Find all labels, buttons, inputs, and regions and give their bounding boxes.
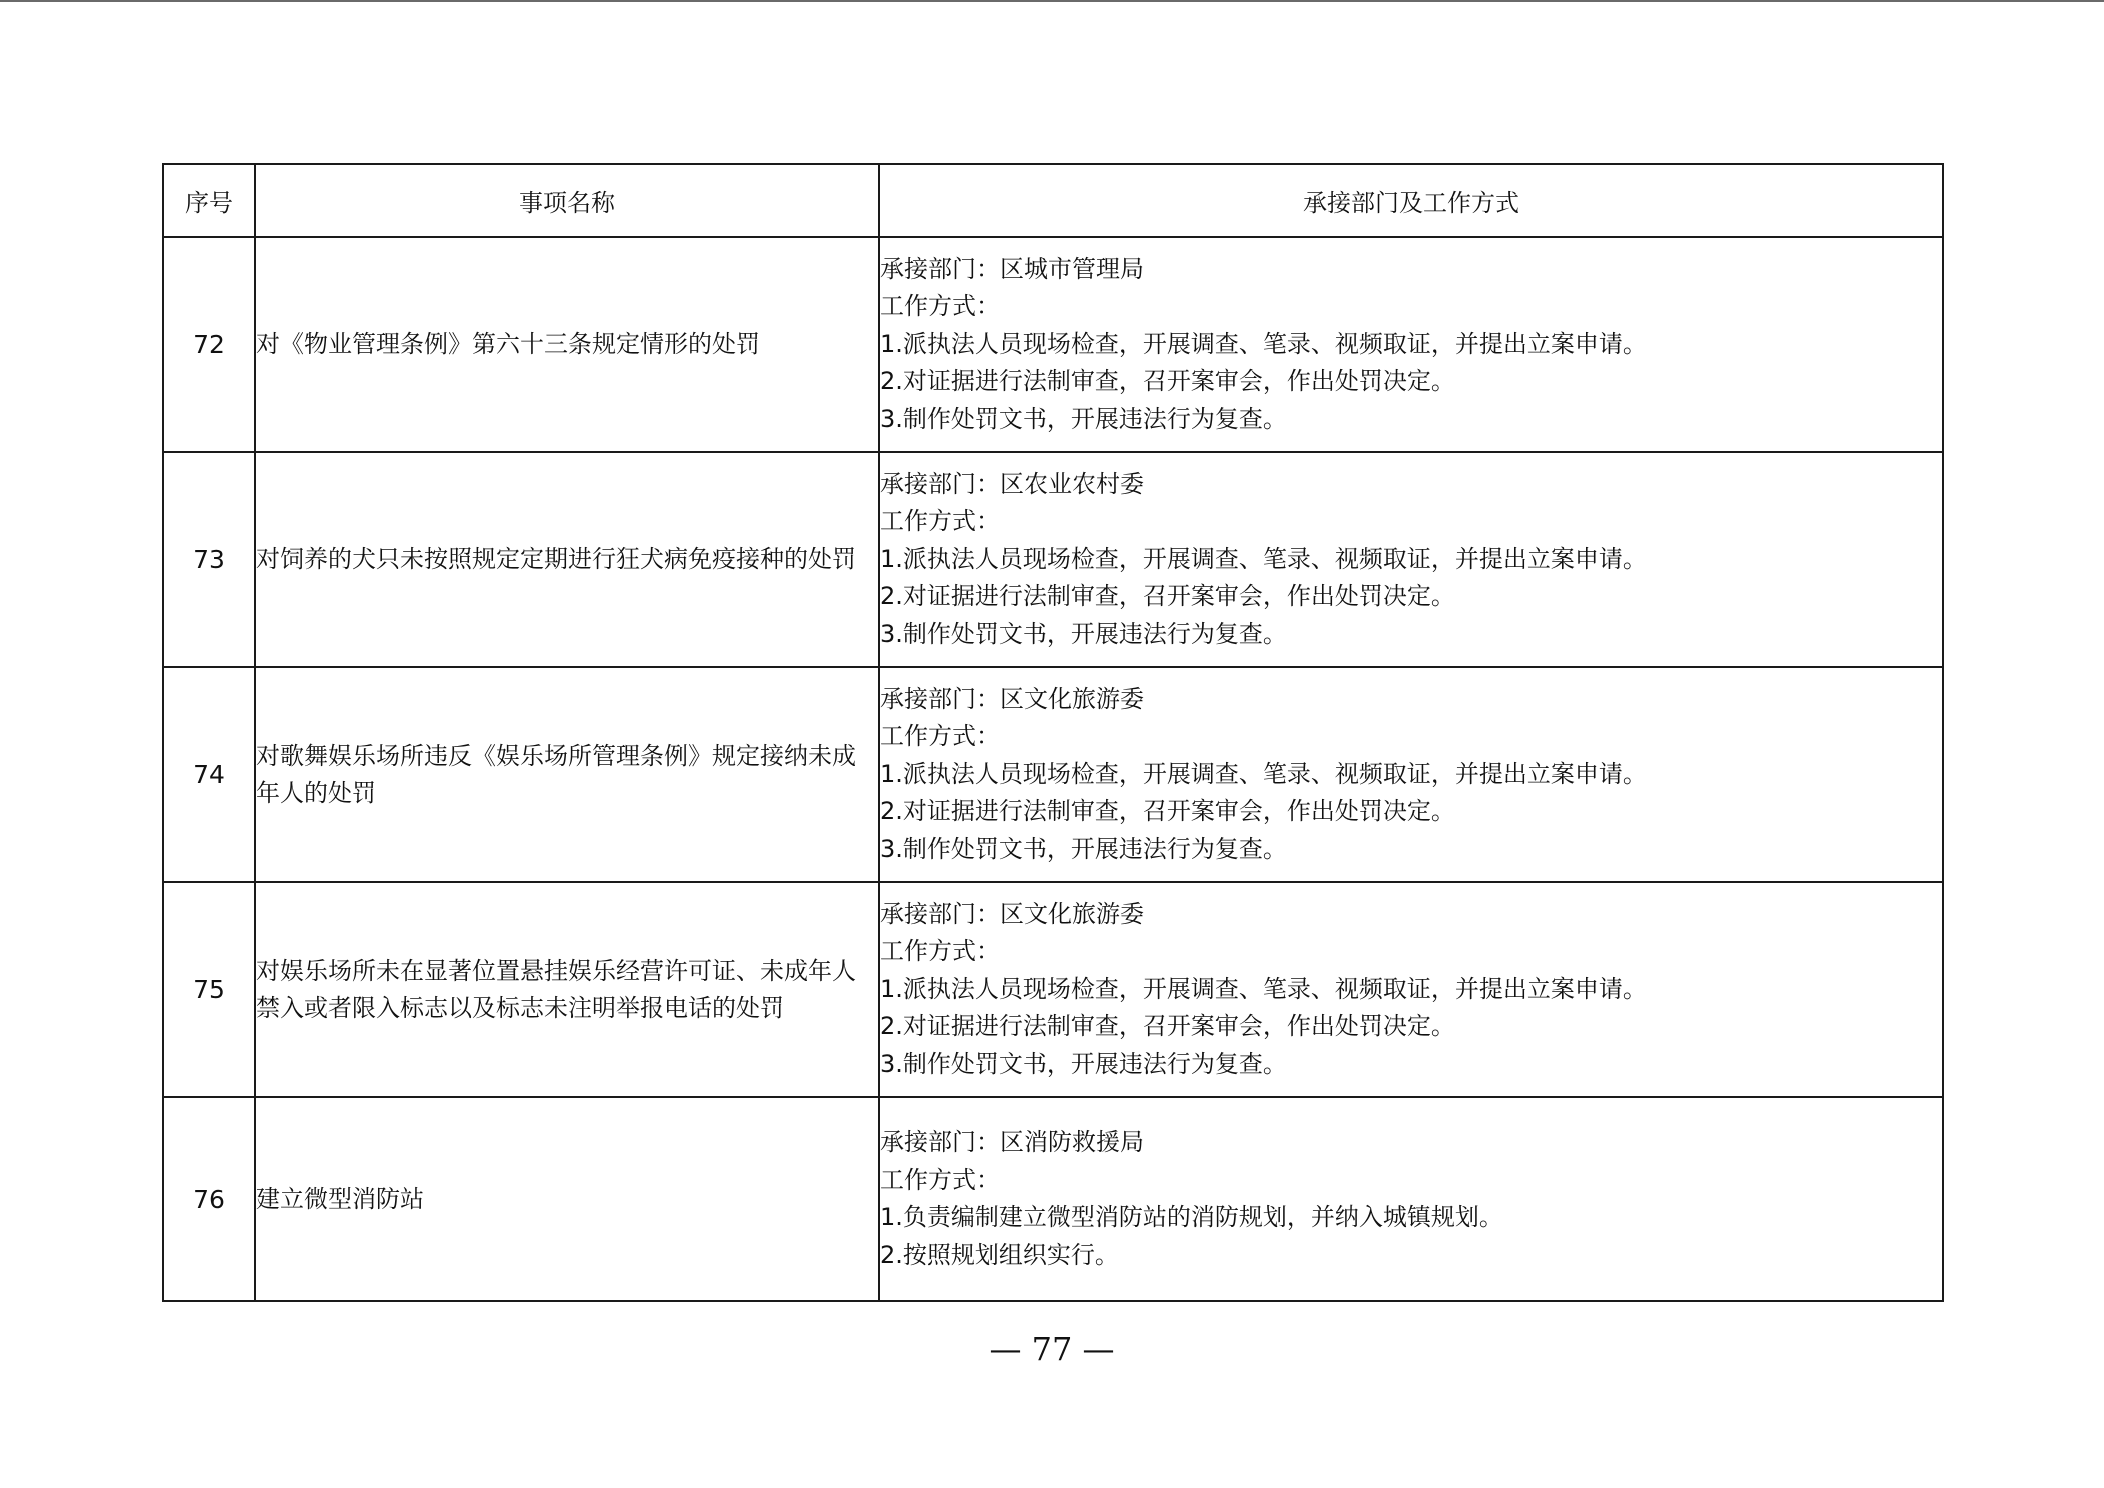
method-step: 3.制作处罚文书，开展违法行为复查。	[880, 404, 1287, 433]
row-number: 72	[163, 237, 255, 452]
item-name: 对歌舞娱乐场所违反《娱乐场所管理条例》规定接纳未成年人的处罚	[255, 667, 879, 882]
method-step: 1.派执法人员现场检查，开展调查、笔录、视频取证，并提出立案申请。	[880, 974, 1647, 1003]
method-step: 1.负责编制建立微型消防站的消防规划，并纳入城镇规划。	[880, 1203, 1503, 1231]
department-line: 承接部门：区文化旅游委	[880, 684, 1144, 713]
method-title: 工作方式：	[880, 507, 1000, 536]
header-serial-number: 序号	[163, 164, 255, 237]
method-title: 工作方式：	[880, 722, 1000, 751]
header-item-name: 事项名称	[255, 164, 879, 237]
method-step: 3.制作处罚文书，开展违法行为复查。	[880, 1049, 1287, 1078]
department-and-method	[879, 1097, 1943, 1301]
header-department-and-method: 承接部门及工作方式	[879, 164, 1943, 237]
method-title: 工作方式：	[880, 292, 1000, 321]
items-table	[162, 163, 1944, 1302]
method-title: 工作方式：	[880, 937, 1000, 966]
table-row	[163, 1097, 1943, 1301]
row-number: 74	[163, 667, 255, 882]
department-and-method	[879, 667, 1943, 882]
method-step: 2.对证据进行法制审查，召开案审会，作出处罚决定。	[880, 1012, 1455, 1041]
department-line: 承接部门：区城市管理局	[880, 254, 1144, 283]
item-name: 对饲养的犬只未按照规定定期进行狂犬病免疫接种的处罚	[255, 452, 879, 667]
method-step: 1.派执法人员现场检查，开展调查、笔录、视频取证，并提出立案申请。	[880, 759, 1647, 788]
department-line: 承接部门：区文化旅游委	[880, 899, 1144, 928]
method-step: 2.对证据进行法制审查，召开案审会，作出处罚决定。	[880, 797, 1455, 826]
item-name: 对《物业管理条例》第六十三条规定情形的处罚	[255, 237, 879, 452]
table-row	[163, 452, 1943, 667]
row-number: 75	[163, 882, 255, 1097]
department-and-method	[879, 237, 1943, 452]
department-and-method	[879, 882, 1943, 1097]
row-number: 73	[163, 452, 255, 667]
page-number: — 77 —	[989, 1330, 1115, 1368]
department-line: 承接部门：区消防救援局	[880, 1128, 1144, 1156]
item-name: 建立微型消防站	[255, 1097, 879, 1301]
table-row	[163, 882, 1943, 1097]
method-step: 1.派执法人员现场检查，开展调查、笔录、视频取证，并提出立案申请。	[880, 544, 1647, 573]
row-number: 76	[163, 1097, 255, 1301]
table-header-row	[163, 164, 1943, 237]
method-step: 3.制作处罚文书，开展违法行为复查。	[880, 619, 1287, 648]
method-step: 2.对证据进行法制审查，召开案审会，作出处罚决定。	[880, 582, 1455, 611]
table-row	[163, 237, 1943, 452]
method-step: 3.制作处罚文书，开展违法行为复查。	[880, 834, 1287, 863]
item-name: 对娱乐场所未在显著位置悬挂娱乐经营许可证、未成年人禁入或者限入标志以及标志未注明举报电话的处罚	[255, 882, 879, 1097]
department-line: 承接部门：区农业农村委	[880, 469, 1144, 498]
method-step: 1.派执法人员现场检查，开展调查、笔录、视频取证，并提出立案申请。	[880, 329, 1647, 358]
method-step: 2.对证据进行法制审查，召开案审会，作出处罚决定。	[880, 367, 1455, 396]
method-title: 工作方式：	[880, 1165, 1000, 1194]
table-row	[163, 667, 1943, 882]
top-border-line	[0, 0, 2104, 2]
method-step: 2.按照规划组织实行。	[880, 1240, 1119, 1269]
department-and-method	[879, 452, 1943, 667]
